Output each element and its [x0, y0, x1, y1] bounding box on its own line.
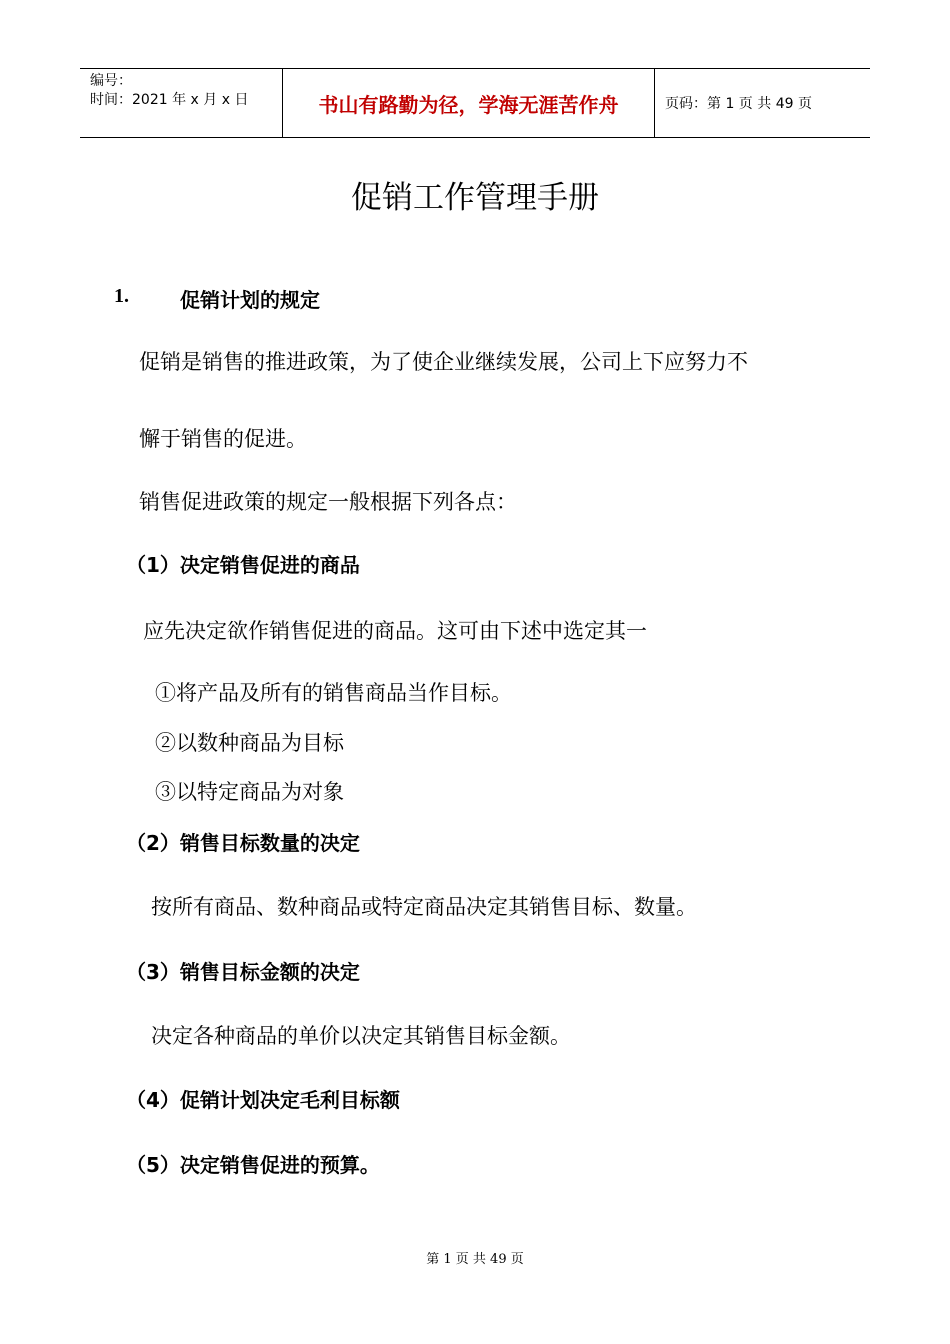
paragraph-line: 懈于销售的促进。	[139, 427, 307, 451]
list-item: ②以数种商品为目标	[155, 731, 344, 755]
subheading: （1）决定销售促进的商品	[126, 553, 360, 577]
paragraph: 销售促进政策的规定一般根据下列各点：	[139, 490, 517, 514]
header-page-cell	[655, 69, 870, 137]
subheading: （5）决定销售促进的预算。	[126, 1153, 380, 1177]
document-date-label: 时间：2021 年 x 月 x 日	[90, 92, 249, 108]
section-number: 1.	[114, 285, 129, 307]
subheading: （2）销售目标数量的决定	[126, 831, 360, 855]
subheading: （3）销售目标金额的决定	[126, 960, 360, 984]
header-table	[80, 68, 870, 138]
list-item: ③以特定商品为对象	[155, 780, 344, 804]
paragraph: 按所有商品、数种商品或特定商品决定其销售目标、数量。	[151, 895, 697, 919]
header-page-info: 页码：第 1 页 共 49 页	[665, 96, 812, 112]
section-title: 促销计划的规定	[180, 288, 320, 312]
paragraph: 决定各种商品的单价以决定其销售目标金额。	[151, 1024, 571, 1048]
page-footer: 第 1 页 共 49 页	[426, 1252, 524, 1267]
document-number-label: 编号：	[90, 73, 132, 89]
header-motto-cell	[282, 69, 655, 137]
list-item: ①将产品及所有的销售商品当作目标。	[155, 681, 512, 705]
document-title: 促销工作管理手册	[351, 180, 599, 216]
paragraph: 应先决定欲作销售促进的商品。这可由下述中选定其一	[143, 619, 647, 643]
paragraph-line: 促销是销售的推进政策，为了使企业继续发展，公司上下应努力不	[139, 350, 748, 374]
header-meta-cell	[80, 69, 282, 137]
subheading: （4）促销计划决定毛利目标额	[126, 1088, 400, 1112]
header-motto: 书山有路勤为径，学海无涯苦作舟	[318, 92, 619, 117]
